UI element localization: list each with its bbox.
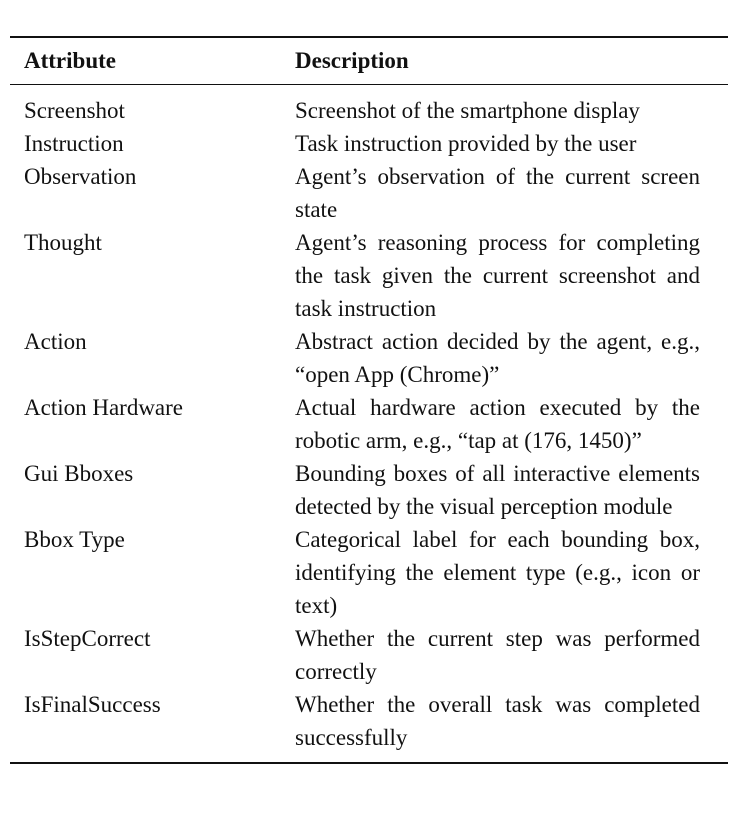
row-description: Whether the overall task was completed successfully [295, 692, 700, 750]
row-description: Task instruction provided by the user [295, 131, 637, 156]
table-row [10, 391, 728, 457]
table-row [10, 325, 728, 391]
row-attribute: Bbox Type [24, 527, 125, 552]
row-description: Agent’s reasoning process for completing the task given the current screenshot and task instruction [295, 230, 700, 321]
table-body [10, 85, 728, 762]
table-row [10, 226, 728, 325]
table-row [10, 523, 728, 622]
row-attribute: Thought [24, 230, 102, 255]
row-attribute: Observation [24, 164, 137, 189]
header-description: Description [295, 48, 409, 73]
row-description: Categorical label for each bounding box, identifying the element type (e.g., icon or text) [295, 527, 700, 618]
row-description: Abstract action decided by the agent, e.g., “open App (Chrome)” [295, 329, 700, 387]
attributes-table [10, 36, 728, 764]
row-attribute: Action Hardware [24, 395, 184, 420]
row-description: Actual hardware action executed by the robotic arm, e.g., “tap at (176, 1450)” [295, 395, 700, 453]
table-row [10, 622, 728, 688]
header-attribute: Attribute [24, 48, 116, 73]
row-description: Screenshot of the smartphone display [295, 98, 640, 123]
table-header-row [10, 38, 728, 84]
table-row [10, 127, 728, 160]
table-row [10, 94, 728, 127]
row-attribute: Gui Bboxes [24, 461, 134, 486]
row-attribute: Action [24, 329, 87, 354]
table-row [10, 457, 728, 523]
row-description: Agent’s observation of the current screen state [295, 164, 700, 222]
table-row [10, 688, 728, 754]
row-description: Bounding boxes of all interactive elements detected by the visual perception module [295, 461, 700, 519]
row-attribute: Screenshot [24, 98, 125, 123]
row-description: Whether the current step was performed correctly [295, 626, 700, 684]
row-attribute: Instruction [24, 131, 124, 156]
bottom-rule [10, 762, 728, 764]
table-row [10, 160, 728, 226]
row-attribute: IsFinalSuccess [24, 692, 161, 717]
row-attribute: IsStepCorrect [24, 626, 151, 651]
